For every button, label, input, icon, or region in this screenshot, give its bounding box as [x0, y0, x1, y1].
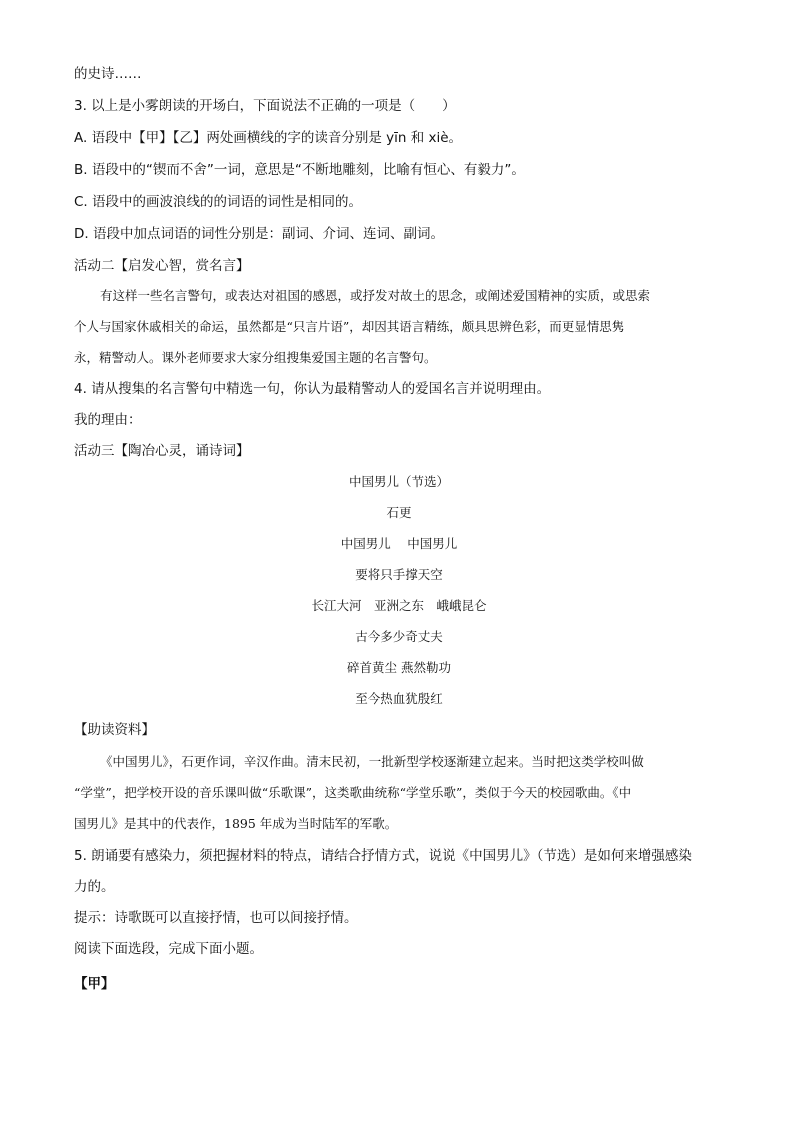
reading-instruction: 阅读下面选段，完成下面小题。 — [74, 941, 263, 957]
poem-line-6: 至今热血犹殷红 — [355, 691, 443, 706]
question-3: 3. 以上是小雾朗读的开场白，下面说法不正确的一项是（ ） — [74, 98, 456, 114]
option-d: D. 语段中加点词语的词性分别是：副词、介词、连词、副词。 — [74, 226, 444, 242]
option-b: B. 语段中的“锲而不舍”一词，意思是“不断地雕刻，比喻有恒心、有毅力”。 — [74, 162, 525, 178]
question-5-line-2: 力的。 — [74, 879, 115, 895]
activity-3-heading: 活动三【陶冶心灵，诵诗词】 — [74, 443, 250, 459]
option-c: C. 语段中的画波浪线的的词语的词性是相同的。 — [74, 194, 363, 210]
poem-line-1: 中国男儿 中国男儿 — [340, 536, 458, 551]
question-4: 4. 请从搜集的名言警句中精选一句，你认为最精警动人的爱国名言并说明理由。 — [74, 381, 551, 397]
poem-line-2: 要将只手撑天空 — [355, 567, 443, 582]
text-line: 的史诗…… — [74, 66, 142, 82]
poem-title: 中国男儿（节选） — [348, 474, 449, 489]
section-jia-heading: 【甲】 — [74, 976, 115, 992]
poem-line-5: 碎首黄尘 燕然勒功 — [347, 660, 451, 675]
poem-author: 石更 — [386, 505, 412, 520]
activity-2-heading: 活动二【启发心智，赏名言】 — [74, 258, 250, 274]
poem-line-4: 古今多少奇丈夫 — [355, 629, 443, 644]
option-a: A. 语段中【甲】【乙】两处画横线的字的读音分别是 yīn 和 xiè。 — [74, 130, 463, 146]
poem-line-3: 长江大河 亚洲之东 峨峨昆仑 — [311, 598, 487, 613]
help-line-1: 《中国男儿》，石更作词，辛汉作曲。清末民初，一批新型学校逐渐建立起来。当时把这类学校叫做 — [100, 754, 644, 769]
reason-label: 我的理由： — [74, 412, 142, 428]
question-5-line-1: 5. 朗诵要有感染力，须把握材料的特点，请结合抒情方式，说说《中国男儿》（节选）是如何来增强感染 — [74, 848, 692, 864]
paragraph-line-1: 有这样一些名言警句，或表达对祖国的感恩，或抒发对故土的思念，或阐述爱国精神的实质，或思索 — [100, 288, 651, 303]
help-line-3: 国男儿》是其中的代表作，1895 年成为当时陆军的军歌。 — [74, 816, 398, 831]
help-line-2: “学堂”，把学校开设的音乐课叫做“乐歌课”，这类歌曲统称“学堂乐歌”，类似于今天的校园歌曲。《中 — [74, 785, 632, 800]
tip-text: 提示：诗歌既可以直接抒情，也可以间接抒情。 — [74, 910, 358, 926]
paragraph-line-3: 永，精警动人。课外老师要求大家分组搜集爱国主题的名言警句。 — [74, 350, 437, 365]
paragraph-line-2: 个人与国家休戚相关的命运，虽然都是“只言片语”，却因其语言精练，颇具思辨色彩，而更显情思隽 — [74, 319, 625, 334]
help-heading: 【助读资料】 — [74, 722, 155, 738]
